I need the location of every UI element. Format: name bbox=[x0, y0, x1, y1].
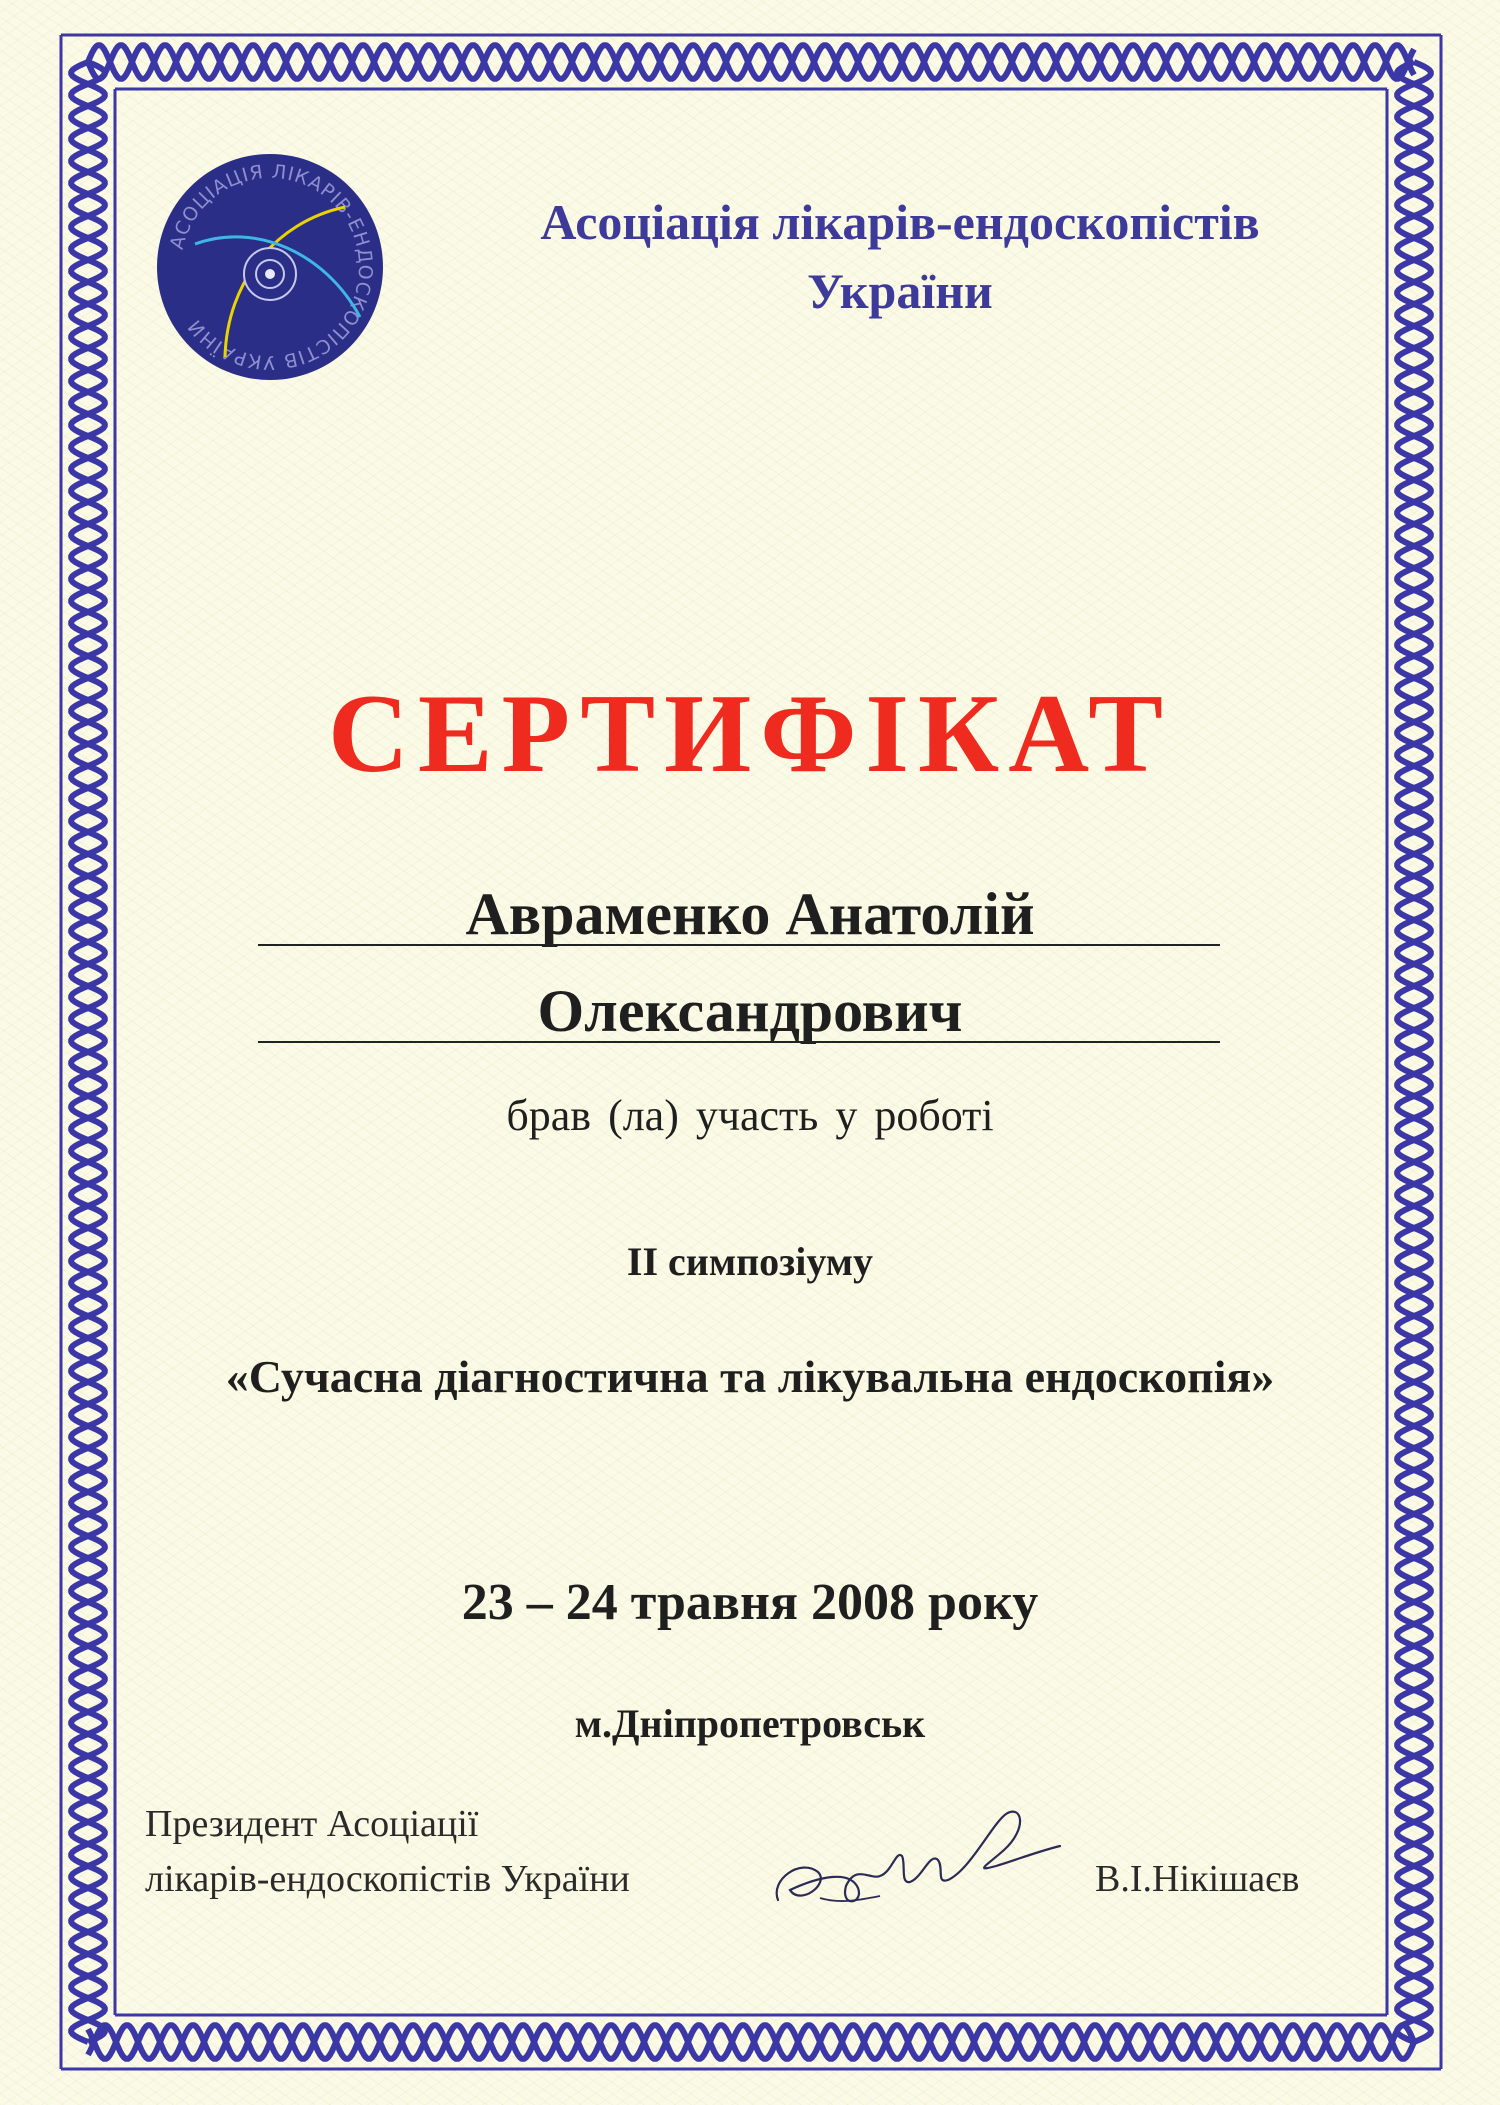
svg-text:АСОЦІАЦІЯ ЛІКАРІВ-ЕНДОСКОПІСТІ: АСОЦІАЦІЯ ЛІКАРІВ-ЕНДОСКОПІСТІВ УКРАЇНИ bbox=[165, 160, 377, 374]
signatory-title-line2: лікарів-ендоскопістів України bbox=[145, 1858, 630, 1900]
symposium-label: ІІ симпозіуму bbox=[626, 1239, 874, 1284]
signatory-title-line1: Президент Асоціації bbox=[145, 1803, 479, 1845]
association-name-line1: Асоціація лікарів-ендоскопістів bbox=[540, 194, 1260, 250]
recipient-surname-name: Авраменко Анатолій bbox=[465, 881, 1035, 947]
association-logo bbox=[155, 152, 385, 387]
symposium-topic: «Сучасна діагностична та лікувальна ендоскопія» bbox=[225, 1351, 1275, 1402]
name-underline-1 bbox=[258, 944, 1220, 946]
name-underline-2 bbox=[258, 1041, 1220, 1043]
event-city: м.Дніпропетровськ bbox=[574, 1701, 926, 1746]
signatory-name: В.І.Нікішаєв bbox=[1095, 1858, 1300, 1900]
participation-text: брав (ла) участь у роботі bbox=[506, 1091, 994, 1140]
association-name-line2: України bbox=[807, 263, 993, 319]
handwritten-signature bbox=[760, 1780, 1080, 1925]
recipient-patronymic: Олександрович bbox=[537, 978, 963, 1044]
event-dates: 23 – 24 травня 2008 року bbox=[461, 1574, 1039, 1631]
certificate-title: СЕРТИФІКАТ bbox=[328, 672, 1172, 796]
